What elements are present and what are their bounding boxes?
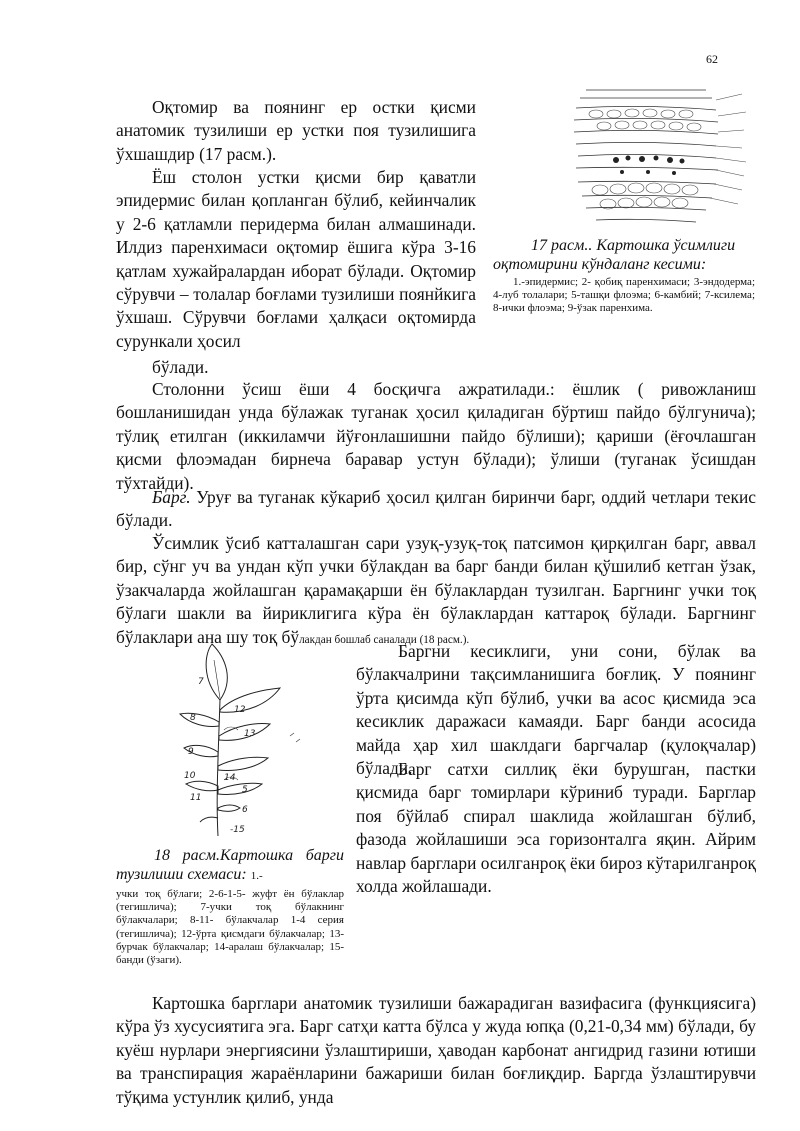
leaf-scheme-drawing: [150, 640, 340, 840]
leaf-label-8: 8: [190, 713, 196, 723]
figure-18-legend-lead: 1.-: [250, 870, 263, 882]
paragraph-leaf-division: Баргни кесиклиги, уни сони, бўлак ва бўлакчалрини тақсимланишига боғлиқ. У поянинг ўрта қисимда кўп бўлиб, учки ва асос қисмида эса кесиклик даражаси камаяди. Барг банди асосида майда ҳар хил шаклдаги баргчалар (қулоқчалар) бўлади.: [356, 641, 756, 779]
paragraph-leaf-structure: [116, 532, 756, 649]
leaf-heading: Барг.: [152, 487, 191, 507]
figure-17-title: 17 расм.. Картошка ўсимлиги оқтомирини кўндаланг кесими:: [493, 237, 736, 273]
figure-17-legend: 1.-эпидермис; 2- қобиқ паренхимаси; 3-эндодерма; 4-луб толалари; 5-ташқи флоэма; 6-камбий; 7-ксилема; 8-ички флоэма; 9-ўзак паренхима.: [493, 276, 755, 315]
figure-18-caption: [116, 846, 344, 967]
leaf-label-7: 7: [198, 677, 204, 687]
leaf-label-5: 5: [242, 785, 248, 795]
leaf-structure-text: Ўсимлик ўсиб катталашган сари узуқ-узуқ-тоқ патсимон қирқилган барг, аввал бир, сўнг уч ва ундан кўп учки бўлакдан ва барг банди билан қўшилиб кетган ўзак, ўзакчаларда жойлашган қарамақарши ён бўлаклардан тузилган. Баргнинг учки тоқ бўлаги шакли ва йириклигига кўра ён бўлаклардан каттароқ бўлади. Баргнинг бўлаклари ана шу тоқ бў: [116, 533, 756, 647]
paragraph-leaf-anatomy: Картошка барглари анатомик тузилиши бажарадиган вазифасига (функциясига) кўра ўз хусусиятига эга. Барг сатҳи катта бўлса у жуда юпқа (0,21-0,34 мм) бўлади, бу куёш нурлари энергиясини ўзлаштириши, ҳаводан карбонат ангидрид газини ютиши ва транспирация жараёнларини бажариши билан боғлиқдир. Баргда ўзлаштирувчи тўқима устунлик қилиб, унда: [116, 993, 756, 1107]
leaf-structure-small-text: лакдан бошлаб саналади (18 расм.).: [299, 633, 470, 646]
paragraph-stolon-stages: Столонни ўсиш ёши 4 босқичга ажратилади.: ёшлик ( ривожланиш бошланишидан унда бўлажак туганак ҳосил қиладиган бўртиш пайдо бўлгунича); тўлиқ етилган (иккиламчи йўғонлашишни пайдо бўлиши); қариши (ёғочлашган қисми флоэмадан бирнеча баравар устун бўлади); ўлиши (туганак ўсишдан тўхтайди).: [116, 379, 756, 493]
figure-18-leaf-scheme: [150, 640, 340, 840]
leaf-label-10: 10: [184, 771, 196, 781]
paragraph-root-anatomy: Оқтомир ва поянинг ер остки қисми анатомик тузилиши ер устки поя тузилишига ўхшашдир (17 расм.).: [116, 97, 476, 164]
paragraph-leaf-intro: [116, 486, 756, 533]
leaf-label-12: 12: [234, 705, 246, 715]
leaf-label-6: 6: [242, 805, 248, 815]
leaf-label-15: -15: [230, 825, 245, 835]
figure-18-title: [116, 846, 344, 886]
figure-17-caption: [493, 236, 755, 316]
figure-18-legend: учки тоқ бўлаги; 2-6-1-5- жуфт ён бўлаклар (тегишлича); 7-учки тоқ бўлакнинг бўлакчалари; 8-11- бўлакчалар 1-4 серия (тегишлича); 12-ўрта қисмдаги бўлакчалар; 13-бурчак бўлакчалар; 14-аралаш бўлакчалар; 15-банди (ўзаги).: [116, 888, 344, 967]
leaf-intro-text: Уруғ ва туганак кўкариб ҳосил қилган биринчи барг, оддий четлари текис бўлади.: [116, 487, 756, 531]
figure-17-root-cross-section: [556, 86, 756, 236]
figure-18-title-text: 18 расм.Картошка барги тузилиши схемаси:: [116, 847, 344, 883]
paragraph-stolon-epidermis: Ёш столон устки қисми бир қаватли эпидермис билан қопланган бўлиб, кейинчалик у 2-6 қатламли перидерма билан алмашинади. Илдиз паренхимаси оқтомир ёшига кўра 3-16 қатлам хужайралардан иборат бўлади. Оқтомир сўрувчи – толалар боғлами тузилиши поянйкига ўхшаш. Сўрувчи боғлами ҳалқаси оқтомирда сурункали ҳосил: [116, 167, 476, 351]
leaf-label-9: 9: [188, 747, 194, 757]
leaf-label-11: 11: [190, 793, 202, 803]
paragraph-leaf-surface: Барг сатхи силлиқ ёки бурушган, пастки қисмида барг томирлари кўриниб туради. Барглар поя бўйлаб спирал шаклида жойлашган бўлиб, фазода жойлашиши эса горизонталга яқин. Айрим навлар барглари осилганроқ ёки бироз кўтарилганроқ холда жойлашади.: [356, 759, 756, 897]
cross-section-drawing: [556, 86, 756, 236]
page-number: 62: [706, 52, 718, 66]
leaf-label-14: 14: [224, 773, 236, 783]
paragraph-stolon-tail: бўлади.: [152, 357, 209, 377]
leaf-label-13: 13: [244, 729, 256, 739]
